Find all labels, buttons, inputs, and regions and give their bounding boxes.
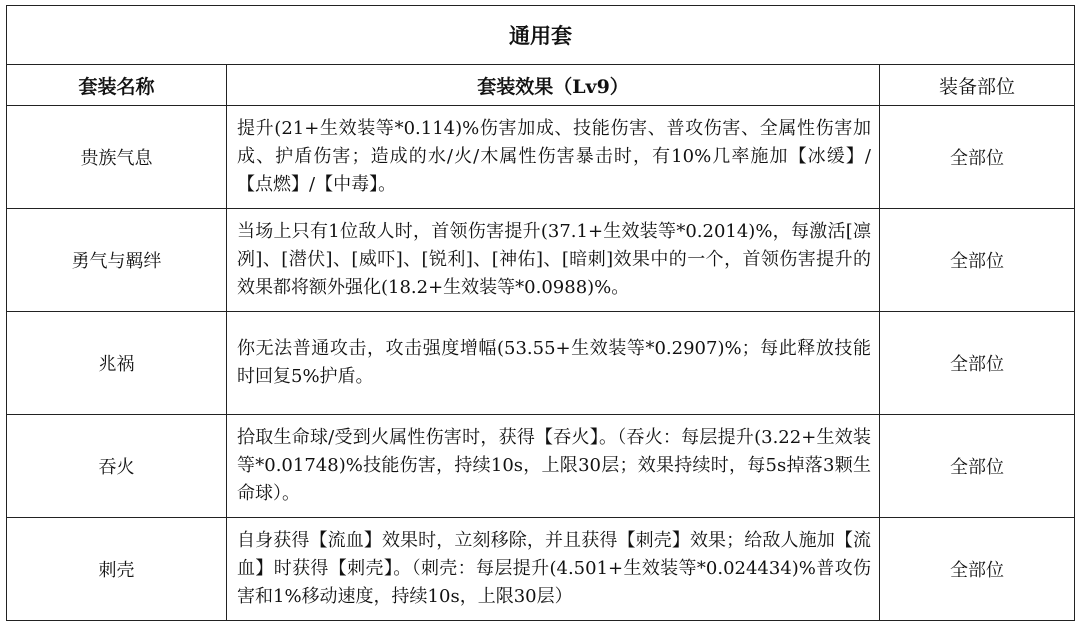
header-equip-slot: 装备部位	[880, 65, 1075, 106]
table-row	[7, 518, 1075, 621]
set-name-cell: 吞火	[7, 415, 227, 518]
equip-slot-cell: 全部位	[880, 209, 1075, 312]
set-name-cell: 兆祸	[7, 312, 227, 415]
set-effect-cell: 拾取生命球/受到火属性伤害时，获得【吞火】。（吞火：每层提升(3.22+生效装等*0.01748)%技能伤害，持续10s，上限30层；效果持续时，每5s掉落3颗生命球）。	[227, 415, 880, 518]
equip-slot-cell: 全部位	[880, 106, 1075, 209]
set-effects-table	[6, 5, 1075, 621]
equip-slot-cell: 全部位	[880, 518, 1075, 621]
table-row	[7, 312, 1075, 415]
table-title: 通用套	[7, 6, 1075, 65]
table-row	[7, 209, 1075, 312]
equip-slot-cell: 全部位	[880, 415, 1075, 518]
set-effect-cell: 当场上只有1位敌人时，首领伤害提升(37.1+生效装等*0.2014)%，每激活[凛冽]、[潜伏]、[威吓]、[锐利]、[神佑]、[暗刺]效果中的一个，首领伤害提升的效果都将额外强化(18.2+生效装等*0.0988)%。	[227, 209, 880, 312]
set-effect-cell: 你无法普通攻击，攻击强度增幅(53.55+生效装等*0.2907)%；每此释放技能时回复5%护盾。	[227, 312, 880, 415]
header-set-effect: 套装效果（Lv9）	[227, 65, 880, 106]
equip-slot-cell: 全部位	[880, 312, 1075, 415]
set-name-cell: 勇气与羁绊	[7, 209, 227, 312]
table-row	[7, 415, 1075, 518]
set-name-cell: 贵族气息	[7, 106, 227, 209]
table-row	[7, 106, 1075, 209]
title-row	[7, 6, 1075, 65]
set-table-container	[6, 5, 1074, 621]
header-set-name: 套装名称	[7, 65, 227, 106]
set-effect-cell: 自身获得【流血】效果时，立刻移除，并且获得【刺壳】效果；给敌人施加【流血】时获得【刺壳】。（刺壳：每层提升(4.501+生效装等*0.024434)%普攻伤害和1%移动速度，持续10s，上限30层）	[227, 518, 880, 621]
set-effect-cell: 提升(21+生效装等*0.114)%伤害加成、技能伤害、普攻伤害、全属性伤害加成、护盾伤害；造成的水/火/木属性伤害暴击时，有10%几率施加【冰缓】/【点燃】/【中毒】。	[227, 106, 880, 209]
header-row	[7, 65, 1075, 106]
set-name-cell: 刺壳	[7, 518, 227, 621]
